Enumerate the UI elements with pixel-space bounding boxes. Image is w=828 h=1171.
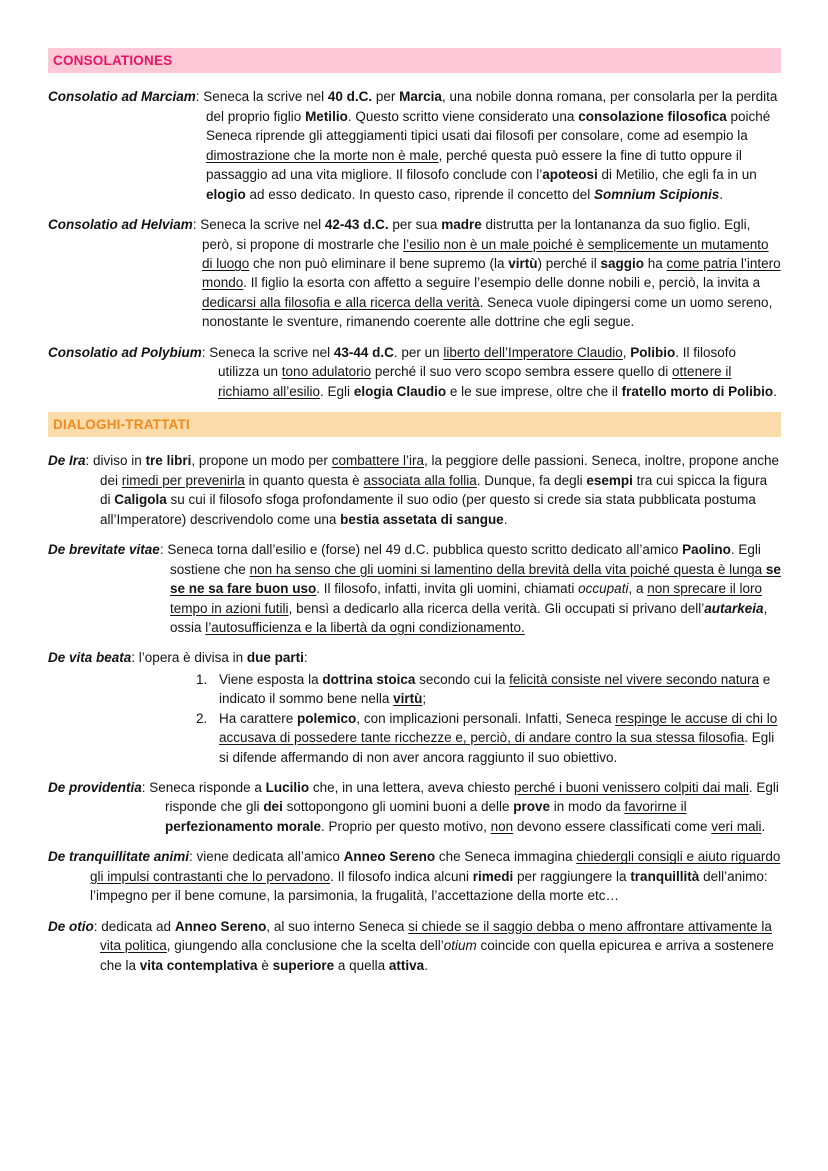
- text-run: a quella: [334, 957, 389, 973]
- text-run: De brevitate vitae: [48, 542, 160, 558]
- text-run: , giungendo alla conclusione che la scelta dell’: [166, 938, 444, 954]
- text-run: superiore: [272, 957, 335, 973]
- text-run: 40 d.C.: [327, 89, 373, 105]
- text-run: come patria l’intero mondo: [202, 255, 781, 291]
- text-run: , a: [628, 581, 648, 597]
- text-run: .: [773, 383, 777, 399]
- text-run: autarkeia: [704, 600, 764, 616]
- text-run: : Seneca torna dall’esilio e (forse) nel 49 d.C. pubblica questo scritto dedicato all’amico: [159, 542, 683, 558]
- text-run: dei: [263, 799, 283, 815]
- text-run: e le sue imprese, oltre che il: [446, 383, 622, 399]
- text-run: virtù: [508, 255, 538, 271]
- text-run: De tranquillitate animi: [48, 849, 190, 865]
- text-run: tre libri: [145, 453, 192, 469]
- text-run: , propone un modo per: [191, 453, 332, 469]
- text-run: rimedi: [472, 868, 514, 884]
- de-ira: [48, 451, 781, 529]
- text-run: secondo cui la: [415, 671, 510, 687]
- text-run: dimostrazione che la morte non è male: [206, 147, 439, 163]
- text-run: De vita beata: [48, 650, 132, 666]
- list-item: [196, 670, 781, 709]
- text-run: distrutta per la lontananza da suo figlio. Egli, però, si propone di mostrarle che: [202, 217, 751, 252]
- text-run: che, in una lettera, aveva chiesto: [309, 780, 514, 795]
- text-run: se se ne sa fare buon uso: [170, 561, 781, 597]
- text-run: per: [372, 89, 400, 105]
- text-run: , perché questa può essere la fine di tutto oppure il passaggio ad una vita migliore. Il filosofo conclude con l’: [206, 147, 742, 183]
- text-run: vita contemplativa: [139, 957, 258, 973]
- text-run: non sprecare il loro tempo in azioni futili: [170, 581, 763, 616]
- text-run: De providentia: [48, 780, 142, 795]
- text-run: ottenere il richiamo all’esilio: [218, 364, 732, 399]
- text-run: otium: [443, 938, 477, 954]
- text-run: Consolatio ad Marciam: [48, 89, 196, 105]
- text-run: virtù: [393, 691, 423, 707]
- list-item-number: 1.: [196, 671, 208, 687]
- text-run: , al suo interno Seneca: [266, 918, 409, 934]
- text-run: : Seneca la scrive nel: [192, 217, 325, 233]
- list-item-text: [219, 670, 781, 709]
- text-run: coincide con quella epicurea e arriva a sostenere che la: [100, 938, 774, 973]
- text-run: Viene esposta la: [219, 671, 323, 687]
- text-run: che Seneca immagina: [435, 849, 577, 865]
- text-run: Paolino: [682, 542, 731, 558]
- text-run: esempi: [586, 472, 633, 488]
- de-vita-beata: [48, 648, 781, 667]
- text-run: .: [719, 186, 723, 202]
- text-run: l’esilio non è un male poiché è semplicemente un mutamento di luogo: [202, 236, 769, 271]
- text-run: ad esso dedicato. In questo caso, riprende il concetto del: [245, 186, 594, 202]
- text-run: veri mali: [711, 818, 762, 834]
- text-run: Ha carattere: [219, 710, 298, 726]
- text-run: Anneo Sereno: [174, 918, 267, 934]
- text-run: . Questo scritto viene considerato una: [347, 108, 579, 124]
- de-providentia: [48, 778, 781, 836]
- text-run: combattere l’ira: [331, 453, 424, 469]
- de-vita-beata-list: [196, 670, 781, 767]
- text-run: sottopongono gli uomini buoni a delle: [282, 799, 514, 815]
- dialoghi-trattati-header: DIALOGHI-TRATTATI: [48, 412, 781, 437]
- text-run: polemico: [297, 710, 357, 726]
- text-run: Consolatio ad Helviam: [48, 217, 193, 233]
- text-run: su cui il filosofo sfoga profondamente il suo odio (per questo si crede sia stata pubblicata postuma all’Imperatore) descrivendolo come una: [100, 492, 756, 527]
- text-run: .: [424, 957, 428, 973]
- de-tranquillitate-animi: [48, 847, 781, 905]
- text-run: felicità consiste nel vivere secondo natura: [509, 671, 760, 687]
- text-run: , una nobile donna romana, per consolarla per la perdita del proprio figlio: [206, 89, 778, 124]
- text-run: fratello morto di Polibio: [621, 383, 774, 399]
- text-run: : l’opera è divisa in: [131, 650, 247, 666]
- text-run: Caligola: [114, 492, 167, 508]
- text-run: . Il filosofo indica alcuni: [330, 868, 473, 884]
- text-run: per raggiungere la: [513, 868, 631, 884]
- text-run: tranquillità: [630, 868, 700, 884]
- text-run: favorirne il: [624, 799, 687, 815]
- de-otio: [48, 917, 781, 975]
- text-run: , bensì a dedicarlo alla ricerca della verità. Gli occupati si privano dell’: [288, 600, 705, 616]
- text-run: . Egli risponde che gli: [165, 780, 779, 815]
- text-run: . Egli: [320, 383, 354, 399]
- text-run: De otio: [48, 918, 94, 934]
- text-run: ;: [422, 691, 427, 707]
- text-run: Lucilio: [265, 780, 310, 795]
- text-run: , la peggiore delle passioni. Seneca, inoltre, propone anche dei: [100, 453, 779, 488]
- text-run: occupati: [578, 581, 629, 597]
- text-run: perché i buoni venissero colpiti dai mali: [514, 780, 749, 795]
- text-run: . Egli si difende affermando di non aver ancora raggiunto il suo obiettivo.: [219, 730, 775, 765]
- text-run: elogia Claudio: [353, 383, 447, 399]
- text-run: , ossia: [170, 600, 768, 635]
- text-run: bestia assetata di sangue: [340, 511, 504, 527]
- text-run: attiva: [388, 957, 425, 973]
- text-run: tra cui spicca la figura di: [100, 472, 768, 508]
- text-run: : Seneca la scrive nel: [201, 344, 334, 360]
- text-run: : dedicata ad: [93, 918, 175, 934]
- text-run: che non può eliminare il bene supremo (la: [249, 255, 509, 271]
- text-run: è: [257, 957, 273, 973]
- text-run: ,: [622, 344, 631, 360]
- text-run: . Seneca vuole dipingersi come un uomo sereno, nonostante le sventure, rimanendo coerente alle dottrine che egli segue.: [202, 294, 773, 330]
- text-run: Anneo Sereno: [343, 849, 436, 865]
- text-run: apoteosi: [542, 167, 598, 183]
- text-run: . Il filosofo utilizza un: [218, 344, 737, 380]
- document-content: [48, 48, 781, 975]
- text-run: Marcia: [399, 89, 442, 105]
- text-run: 42-43 d.C.: [324, 217, 389, 233]
- text-run: e indicato il sommo bene nella: [219, 671, 771, 707]
- text-run: in quanto questa è: [244, 472, 364, 488]
- text-run: per sua: [388, 217, 442, 233]
- text-run: De Ira: [48, 453, 86, 469]
- text-run: madre: [441, 217, 482, 233]
- de-brevitate-vitae: [48, 540, 781, 637]
- consolatio-ad-polybium: [48, 343, 781, 401]
- text-run: non: [490, 818, 514, 834]
- text-run: prove: [513, 799, 551, 815]
- text-run: dedicarsi alla filosofia e alla ricerca della verità: [202, 294, 480, 310]
- consolationes-header: CONSOLATIONES: [48, 48, 781, 73]
- text-run: : diviso in: [85, 453, 146, 469]
- text-run: . Il figlio la esorta con affetto a seguire l’esempio delle donne nobili e, perciò, la invita a: [243, 275, 761, 291]
- text-run: non ha senso che gli uomini si lamentino della brevità della vita poiché questa è lunga: [249, 561, 766, 577]
- text-run: : viene dedicata all’amico: [189, 849, 344, 865]
- text-run: perché il suo vero scopo sembra essere quello di: [371, 364, 673, 380]
- text-run: .: [503, 511, 508, 527]
- text-run: :: [303, 650, 308, 666]
- text-run: consolazione filosofica: [578, 108, 727, 124]
- text-run: respinge le accuse di chi lo accusava di possedere tante ricchezze e, perciò, di andare contro la sua stessa filosofia: [219, 710, 778, 746]
- text-run: elogio: [206, 186, 246, 202]
- text-run: liberto dell’Imperatore Claudio: [443, 344, 623, 360]
- text-run: si chiede se il saggio debba o meno affrontare attivamente la vita politica: [100, 918, 772, 954]
- list-item-number: 2.: [196, 710, 208, 726]
- list-item: [196, 709, 781, 767]
- text-run: . Egli sostiene che: [170, 542, 761, 577]
- text-run: . per un: [393, 344, 444, 360]
- text-run: poiché Seneca riprende gli atteggiamenti tipici usati dai filosofi per consolare, come ad esempio la: [206, 108, 771, 144]
- text-run: : Seneca risponde a: [141, 780, 266, 795]
- consolatio-ad-marciam: [48, 87, 781, 204]
- text-run: .: [761, 818, 766, 834]
- text-run: Somnium Scipionis: [593, 186, 720, 202]
- text-run: . Dunque, fa degli: [476, 472, 587, 488]
- text-run: tono adulatorio: [281, 364, 372, 380]
- text-run: in modo da: [550, 799, 625, 815]
- text-run: perfezionamento morale: [165, 818, 322, 834]
- text-run: Metilio: [305, 108, 348, 124]
- text-run: rimedi per prevenirla: [121, 472, 245, 488]
- text-run: , con implicazioni personali. Infatti, Seneca: [356, 710, 616, 726]
- text-run: . Proprio per questo motivo,: [321, 818, 491, 834]
- text-run: 43-44 d.C: [333, 344, 394, 360]
- text-run: dell’animo: l’impegno per il bene comune, la parsimonia, la frugalità, l’accettazione della morte etc…: [90, 868, 768, 904]
- text-run: . Il filosofo, infatti, invita gli uomini, chiamati: [316, 581, 579, 597]
- text-run: associata alla follia: [363, 472, 477, 488]
- text-run: l’autosufficienza e la libertà da ogni condizionamento.: [205, 619, 525, 635]
- text-run: Polibio: [630, 344, 676, 360]
- text-run: saggio: [600, 255, 645, 271]
- text-run: di Metilio, che egli fa in un: [597, 167, 757, 183]
- text-run: dottrina stoica: [322, 671, 416, 687]
- text-run: Consolatio ad Polybium: [48, 344, 202, 360]
- text-run: ) perché il: [537, 255, 601, 271]
- list-item-text: [219, 709, 781, 767]
- consolatio-ad-helviam: [48, 215, 781, 332]
- text-run: due parti: [246, 650, 304, 666]
- text-run: chiedergli consigli e aiuto riguardo gli impulsi contrastanti che lo pervadono: [90, 849, 781, 884]
- text-run: : Seneca la scrive nel: [195, 89, 328, 105]
- text-run: ha: [644, 255, 667, 271]
- text-run: devono essere classificati come: [513, 818, 712, 834]
